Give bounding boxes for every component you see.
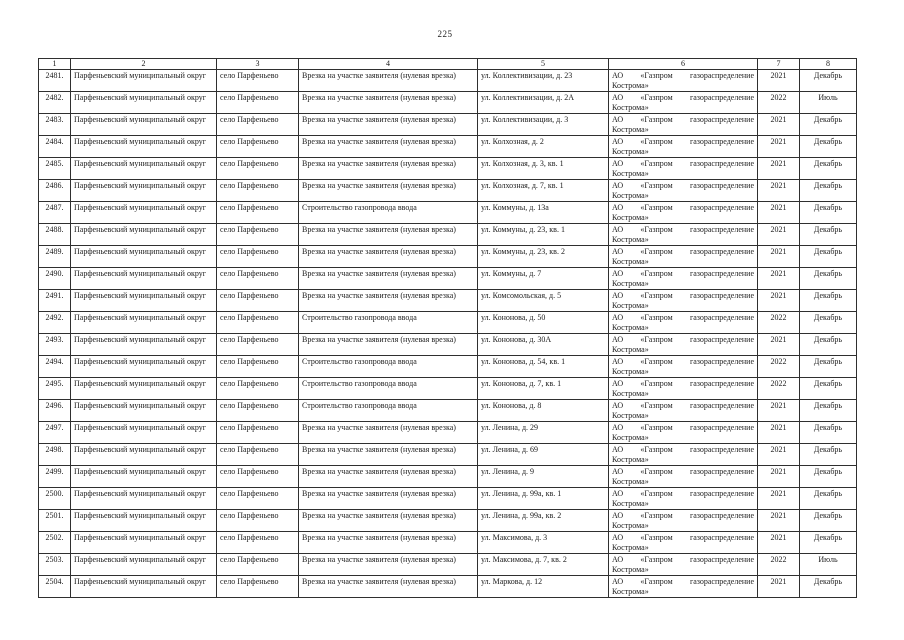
year-cell: 2021: [758, 510, 800, 532]
address-cell: ул. Максимова, д. 3: [478, 532, 609, 554]
table-row: [39, 290, 857, 312]
row-number-cell: 2481.: [39, 70, 71, 92]
table-row: [39, 554, 857, 576]
year-cell: 2022: [758, 92, 800, 114]
year-cell: 2021: [758, 246, 800, 268]
year-cell: 2022: [758, 554, 800, 576]
table-row: [39, 422, 857, 444]
table-row: [39, 488, 857, 510]
month-cell: Декабрь: [800, 114, 857, 136]
address-cell: ул. Колхозная, д. 3, кв. 1: [478, 158, 609, 180]
company-cell: АО «Газпром газораспределение Кострома»: [609, 92, 758, 114]
district-cell: Парфеньевский муниципальный округ: [71, 180, 217, 202]
table-row: [39, 312, 857, 334]
district-cell: Парфеньевский муниципальный округ: [71, 356, 217, 378]
month-cell: Декабрь: [800, 488, 857, 510]
header-col-4: 4: [299, 59, 478, 70]
header-col-1: 1: [39, 59, 71, 70]
settlement-cell: село Парфеньево: [217, 510, 299, 532]
district-cell: Парфеньевский муниципальный округ: [71, 224, 217, 246]
year-cell: 2021: [758, 532, 800, 554]
address-cell: ул. Колхозная, д. 2: [478, 136, 609, 158]
settlement-cell: село Парфеньево: [217, 180, 299, 202]
settlement-cell: село Парфеньево: [217, 444, 299, 466]
address-cell: ул. Коммуны, д. 7: [478, 268, 609, 290]
registry-table: [38, 58, 857, 598]
year-cell: 2021: [758, 202, 800, 224]
table-row: [39, 202, 857, 224]
address-cell: ул. Коммуны, д. 13а: [478, 202, 609, 224]
row-number-cell: 2485.: [39, 158, 71, 180]
work-type-cell: Врезка на участке заявителя (нулевая врезка): [299, 246, 478, 268]
address-cell: ул. Коллективизации, д. 23: [478, 70, 609, 92]
year-cell: 2021: [758, 334, 800, 356]
row-number-cell: 2495.: [39, 378, 71, 400]
company-cell: АО «Газпром газораспределение Кострома»: [609, 180, 758, 202]
year-cell: 2022: [758, 312, 800, 334]
row-number-cell: 2496.: [39, 400, 71, 422]
district-cell: Парфеньевский муниципальный округ: [71, 158, 217, 180]
district-cell: Парфеньевский муниципальный округ: [71, 422, 217, 444]
company-cell: АО «Газпром газораспределение Кострома»: [609, 70, 758, 92]
row-number-cell: 2489.: [39, 246, 71, 268]
row-number-cell: 2493.: [39, 334, 71, 356]
company-cell: АО «Газпром газораспределение Кострома»: [609, 444, 758, 466]
table-header: [39, 59, 857, 70]
year-cell: 2021: [758, 488, 800, 510]
row-number-cell: 2486.: [39, 180, 71, 202]
address-cell: ул. Ленина, д. 99а, кв. 1: [478, 488, 609, 510]
row-number-cell: 2483.: [39, 114, 71, 136]
district-cell: Парфеньевский муниципальный округ: [71, 92, 217, 114]
row-number-cell: 2482.: [39, 92, 71, 114]
header-row: [39, 59, 857, 70]
year-cell: 2021: [758, 444, 800, 466]
address-cell: ул. Коммуны, д. 23, кв. 1: [478, 224, 609, 246]
settlement-cell: село Парфеньево: [217, 202, 299, 224]
row-number-cell: 2501.: [39, 510, 71, 532]
work-type-cell: Врезка на участке заявителя (нулевая врезка): [299, 224, 478, 246]
work-type-cell: Врезка на участке заявителя (нулевая врезка): [299, 554, 478, 576]
company-cell: АО «Газпром газораспределение Кострома»: [609, 510, 758, 532]
work-type-cell: Врезка на участке заявителя (нулевая врезка): [299, 158, 478, 180]
district-cell: Парфеньевский муниципальный округ: [71, 136, 217, 158]
year-cell: 2021: [758, 158, 800, 180]
year-cell: 2021: [758, 576, 800, 598]
table-row: [39, 576, 857, 598]
district-cell: Парфеньевский муниципальный округ: [71, 400, 217, 422]
company-cell: АО «Газпром газораспределение Кострома»: [609, 312, 758, 334]
settlement-cell: село Парфеньево: [217, 114, 299, 136]
settlement-cell: село Парфеньево: [217, 532, 299, 554]
month-cell: Декабрь: [800, 466, 857, 488]
year-cell: 2021: [758, 268, 800, 290]
year-cell: 2021: [758, 400, 800, 422]
month-cell: Декабрь: [800, 268, 857, 290]
settlement-cell: село Парфеньево: [217, 312, 299, 334]
district-cell: Парфеньевский муниципальный округ: [71, 466, 217, 488]
row-number-cell: 2502.: [39, 532, 71, 554]
address-cell: ул. Коммуны, д. 23, кв. 2: [478, 246, 609, 268]
address-cell: ул. Коллективизации, д. 2А: [478, 92, 609, 114]
address-cell: ул. Маркова, д. 12: [478, 576, 609, 598]
table-row: [39, 400, 857, 422]
district-cell: Парфеньевский муниципальный округ: [71, 378, 217, 400]
table-body: [39, 70, 857, 598]
year-cell: 2021: [758, 180, 800, 202]
table-row: [39, 70, 857, 92]
work-type-cell: Врезка на участке заявителя (нулевая врезка): [299, 444, 478, 466]
address-cell: ул. Ленина, д. 9: [478, 466, 609, 488]
work-type-cell: Строительство газопровода ввода: [299, 356, 478, 378]
header-col-8: 8: [800, 59, 857, 70]
settlement-cell: село Парфеньево: [217, 290, 299, 312]
month-cell: Декабрь: [800, 202, 857, 224]
header-col-3: 3: [217, 59, 299, 70]
row-number-cell: 2499.: [39, 466, 71, 488]
company-cell: АО «Газпром газораспределение Кострома»: [609, 202, 758, 224]
company-cell: АО «Газпром газораспределение Кострома»: [609, 114, 758, 136]
settlement-cell: село Парфеньево: [217, 136, 299, 158]
table-row: [39, 268, 857, 290]
address-cell: ул. Кононова, д. 8: [478, 400, 609, 422]
company-cell: АО «Газпром газораспределение Кострома»: [609, 576, 758, 598]
company-cell: АО «Газпром газораспределение Кострома»: [609, 290, 758, 312]
district-cell: Парфеньевский муниципальный округ: [71, 268, 217, 290]
table-row: [39, 356, 857, 378]
work-type-cell: Строительство газопровода ввода: [299, 400, 478, 422]
district-cell: Парфеньевский муниципальный округ: [71, 510, 217, 532]
table-row: [39, 92, 857, 114]
company-cell: АО «Газпром газораспределение Кострома»: [609, 554, 758, 576]
work-type-cell: Строительство газопровода ввода: [299, 202, 478, 224]
row-number-cell: 2487.: [39, 202, 71, 224]
row-number-cell: 2488.: [39, 224, 71, 246]
month-cell: Декабрь: [800, 576, 857, 598]
settlement-cell: село Парфеньево: [217, 400, 299, 422]
settlement-cell: село Парфеньево: [217, 224, 299, 246]
work-type-cell: Врезка на участке заявителя (нулевая врезка): [299, 576, 478, 598]
year-cell: 2021: [758, 466, 800, 488]
company-cell: АО «Газпром газораспределение Кострома»: [609, 356, 758, 378]
address-cell: ул. Колхозная, д. 7, кв. 1: [478, 180, 609, 202]
district-cell: Парфеньевский муниципальный округ: [71, 554, 217, 576]
month-cell: Декабрь: [800, 334, 857, 356]
month-cell: Июль: [800, 92, 857, 114]
month-cell: Декабрь: [800, 510, 857, 532]
work-type-cell: Врезка на участке заявителя (нулевая врезка): [299, 70, 478, 92]
settlement-cell: село Парфеньево: [217, 70, 299, 92]
header-col-6: 6: [609, 59, 758, 70]
year-cell: 2021: [758, 422, 800, 444]
work-type-cell: Врезка на участке заявителя (нулевая врезка): [299, 334, 478, 356]
company-cell: АО «Газпром газораспределение Кострома»: [609, 158, 758, 180]
district-cell: Парфеньевский муниципальный округ: [71, 334, 217, 356]
year-cell: 2021: [758, 114, 800, 136]
row-number-cell: 2498.: [39, 444, 71, 466]
month-cell: Декабрь: [800, 290, 857, 312]
month-cell: Декабрь: [800, 444, 857, 466]
work-type-cell: Врезка на участке заявителя (нулевая врезка): [299, 290, 478, 312]
settlement-cell: село Парфеньево: [217, 158, 299, 180]
address-cell: ул. Кононова, д. 30А: [478, 334, 609, 356]
company-cell: АО «Газпром газораспределение Кострома»: [609, 246, 758, 268]
row-number-cell: 2503.: [39, 554, 71, 576]
address-cell: ул. Кононова, д. 7, кв. 1: [478, 378, 609, 400]
month-cell: Декабрь: [800, 422, 857, 444]
settlement-cell: село Парфеньево: [217, 92, 299, 114]
month-cell: Декабрь: [800, 532, 857, 554]
company-cell: АО «Газпром газораспределение Кострома»: [609, 400, 758, 422]
table-row: [39, 114, 857, 136]
work-type-cell: Строительство газопровода ввода: [299, 312, 478, 334]
table-row: [39, 466, 857, 488]
settlement-cell: село Парфеньево: [217, 378, 299, 400]
row-number-cell: 2494.: [39, 356, 71, 378]
table-row: [39, 510, 857, 532]
settlement-cell: село Парфеньево: [217, 246, 299, 268]
district-cell: Парфеньевский муниципальный округ: [71, 70, 217, 92]
work-type-cell: Врезка на участке заявителя (нулевая врезка): [299, 466, 478, 488]
address-cell: ул. Комсомольская, д. 5: [478, 290, 609, 312]
district-cell: Парфеньевский муниципальный округ: [71, 532, 217, 554]
month-cell: Декабрь: [800, 136, 857, 158]
company-cell: АО «Газпром газораспределение Кострома»: [609, 532, 758, 554]
month-cell: Декабрь: [800, 378, 857, 400]
district-cell: Парфеньевский муниципальный округ: [71, 312, 217, 334]
company-cell: АО «Газпром газораспределение Кострома»: [609, 268, 758, 290]
row-number-cell: 2500.: [39, 488, 71, 510]
table-row: [39, 180, 857, 202]
row-number-cell: 2490.: [39, 268, 71, 290]
year-cell: 2022: [758, 378, 800, 400]
month-cell: Июль: [800, 554, 857, 576]
month-cell: Декабрь: [800, 180, 857, 202]
table-row: [39, 334, 857, 356]
table-row: [39, 532, 857, 554]
company-cell: АО «Газпром газораспределение Кострома»: [609, 466, 758, 488]
work-type-cell: Строительство газопровода ввода: [299, 378, 478, 400]
work-type-cell: Врезка на участке заявителя (нулевая врезка): [299, 510, 478, 532]
month-cell: Декабрь: [800, 356, 857, 378]
district-cell: Парфеньевский муниципальный округ: [71, 246, 217, 268]
address-cell: ул. Кононова, д. 50: [478, 312, 609, 334]
year-cell: 2021: [758, 290, 800, 312]
address-cell: ул. Ленина, д. 69: [478, 444, 609, 466]
work-type-cell: Врезка на участке заявителя (нулевая врезка): [299, 92, 478, 114]
page-number: 225: [437, 29, 453, 39]
table-row: [39, 158, 857, 180]
settlement-cell: село Парфеньево: [217, 334, 299, 356]
company-cell: АО «Газпром газораспределение Кострома»: [609, 488, 758, 510]
work-type-cell: Врезка на участке заявителя (нулевая врезка): [299, 488, 478, 510]
month-cell: Декабрь: [800, 224, 857, 246]
address-cell: ул. Ленина, д. 99а, кв. 2: [478, 510, 609, 532]
district-cell: Парфеньевский муниципальный округ: [71, 202, 217, 224]
company-cell: АО «Газпром газораспределение Кострома»: [609, 136, 758, 158]
work-type-cell: Врезка на участке заявителя (нулевая врезка): [299, 114, 478, 136]
company-cell: АО «Газпром газораспределение Кострома»: [609, 378, 758, 400]
address-cell: ул. Максимова, д. 7, кв. 2: [478, 554, 609, 576]
settlement-cell: село Парфеньево: [217, 466, 299, 488]
table-row: [39, 378, 857, 400]
month-cell: Декабрь: [800, 312, 857, 334]
settlement-cell: село Парфеньево: [217, 422, 299, 444]
settlement-cell: село Парфеньево: [217, 554, 299, 576]
year-cell: 2022: [758, 356, 800, 378]
row-number-cell: 2504.: [39, 576, 71, 598]
district-cell: Парфеньевский муниципальный округ: [71, 488, 217, 510]
row-number-cell: 2492.: [39, 312, 71, 334]
header-col-5: 5: [478, 59, 609, 70]
table-row: [39, 246, 857, 268]
settlement-cell: село Парфеньево: [217, 576, 299, 598]
district-cell: Парфеньевский муниципальный округ: [71, 290, 217, 312]
settlement-cell: село Парфеньево: [217, 356, 299, 378]
year-cell: 2021: [758, 70, 800, 92]
company-cell: АО «Газпром газораспределение Кострома»: [609, 422, 758, 444]
district-cell: Парфеньевский муниципальный округ: [71, 576, 217, 598]
month-cell: Декабрь: [800, 246, 857, 268]
table-row: [39, 136, 857, 158]
address-cell: ул. Коллективизации, д. 3: [478, 114, 609, 136]
district-cell: Парфеньевский муниципальный округ: [71, 114, 217, 136]
settlement-cell: село Парфеньево: [217, 488, 299, 510]
header-col-2: 2: [71, 59, 217, 70]
row-number-cell: 2497.: [39, 422, 71, 444]
table-row: [39, 444, 857, 466]
year-cell: 2021: [758, 136, 800, 158]
district-cell: Парфеньевский муниципальный округ: [71, 444, 217, 466]
address-cell: ул. Ленина, д. 29: [478, 422, 609, 444]
row-number-cell: 2484.: [39, 136, 71, 158]
month-cell: Декабрь: [800, 158, 857, 180]
table-row: [39, 224, 857, 246]
settlement-cell: село Парфеньево: [217, 268, 299, 290]
work-type-cell: Врезка на участке заявителя (нулевая врезка): [299, 268, 478, 290]
work-type-cell: Врезка на участке заявителя (нулевая врезка): [299, 532, 478, 554]
month-cell: Декабрь: [800, 70, 857, 92]
year-cell: 2021: [758, 224, 800, 246]
address-cell: ул. Кононова, д. 54, кв. 1: [478, 356, 609, 378]
header-col-7: 7: [758, 59, 800, 70]
month-cell: Декабрь: [800, 400, 857, 422]
work-type-cell: Врезка на участке заявителя (нулевая врезка): [299, 136, 478, 158]
row-number-cell: 2491.: [39, 290, 71, 312]
company-cell: АО «Газпром газораспределение Кострома»: [609, 224, 758, 246]
work-type-cell: Врезка на участке заявителя (нулевая врезка): [299, 180, 478, 202]
company-cell: АО «Газпром газораспределение Кострома»: [609, 334, 758, 356]
work-type-cell: Врезка на участке заявителя (нулевая врезка): [299, 422, 478, 444]
